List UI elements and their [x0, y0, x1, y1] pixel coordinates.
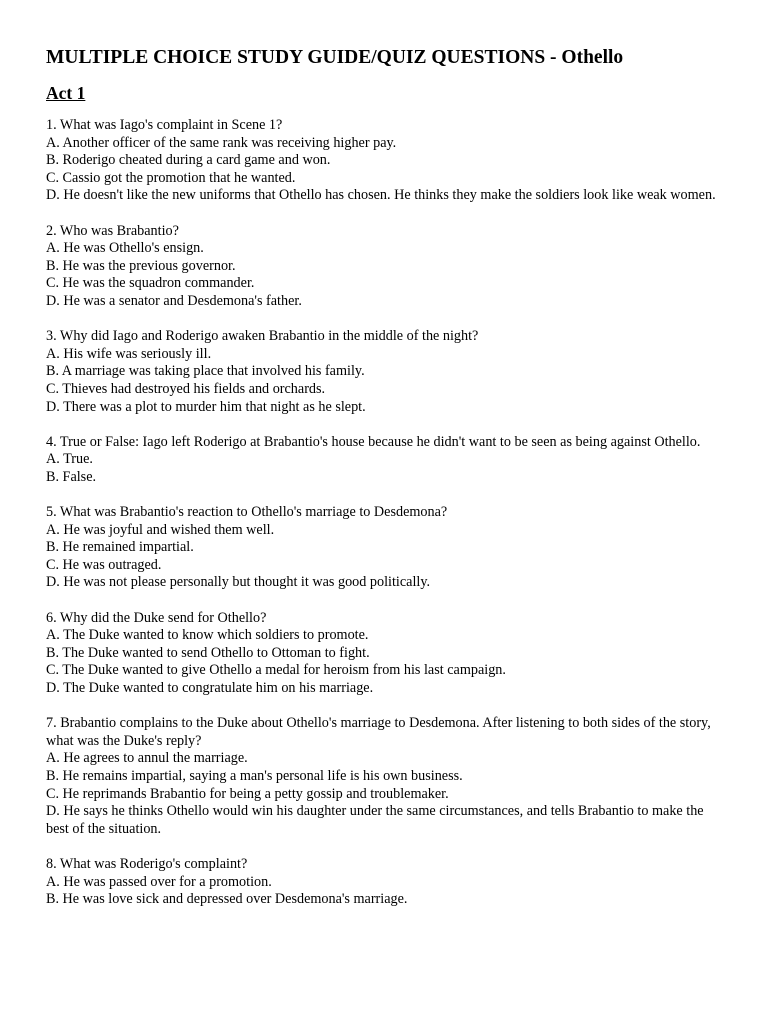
question-block [46, 610, 728, 698]
answer-option: B. He remained impartial. [46, 539, 194, 556]
answer-option: A. He was passed over for a promotion. [46, 873, 272, 890]
question-prompt: 4. True or False: Iago left Roderigo at Brabantio's house because he didn't want to be seen as being against Othello. [46, 433, 701, 450]
question-list [46, 117, 728, 909]
answer-option: C. He was outraged. [46, 556, 162, 573]
answer-option: C. He reprimands Brabantio for being a petty gossip and troublemaker. [46, 785, 449, 802]
question-block [46, 223, 728, 311]
answer-option: D. He says he thinks Othello would win his daughter under the same circumstances, and tells Brabantio to make the best of the situation. [46, 803, 704, 837]
document-title: MULTIPLE CHOICE STUDY GUIDE/QUIZ QUESTIONS - Othello [46, 47, 624, 68]
question-prompt: 2. Who was Brabantio? [46, 222, 179, 239]
answer-option: D. He doesn't like the new uniforms that Othello has chosen. He thinks they make the soldiers look like weak women. [46, 187, 716, 204]
answer-option: B. A marriage was taking place that involved his family. [46, 363, 365, 380]
answer-option: B. He was love sick and depressed over Desdemona's marriage. [46, 891, 408, 908]
answer-option: A. Another officer of the same rank was receiving higher pay. [46, 134, 397, 151]
answer-option: D. There was a plot to murder him that night as he slept. [46, 398, 366, 415]
answer-option: A. His wife was seriously ill. [46, 345, 212, 362]
answer-option: A. He agrees to annul the marriage. [46, 750, 248, 767]
answer-option: B. He remains impartial, saying a man's personal life is his own business. [46, 767, 463, 784]
answer-option: D. He was a senator and Desdemona's father. [46, 292, 302, 309]
question-prompt: 5. What was Brabantio's reaction to Othello's marriage to Desdemona? [46, 504, 448, 521]
question-block [46, 856, 728, 909]
question-prompt: 7. Brabantio complains to the Duke about Othello's marriage to Desdemona. After listening to both sides of the story, what was the Duke's reply? [46, 715, 711, 749]
answer-option: A. He was joyful and wished them well. [46, 521, 275, 538]
question-prompt: 3. Why did Iago and Roderigo awaken Brabantio in the middle of the night? [46, 328, 479, 345]
answer-option: D. The Duke wanted to congratulate him on his marriage. [46, 680, 374, 696]
answer-option: B. Roderigo cheated during a card game and won. [46, 152, 331, 169]
answer-option: A. The Duke wanted to know which soldiers to promote. [46, 627, 369, 644]
question-block [46, 504, 728, 592]
answer-option: B. False. [46, 468, 97, 485]
question-prompt: 8. What was Roderigo's complaint? [46, 855, 248, 872]
answer-option: B. He was the previous governor. [46, 257, 236, 274]
section-heading: Act 1 [46, 83, 86, 103]
question-prompt: 6. Why did the Duke send for Othello? [46, 609, 267, 626]
answer-option: C. Thieves had destroyed his fields and orchards. [46, 380, 326, 397]
question-block [46, 328, 728, 416]
answer-option: A. He was Othello's ensign. [46, 240, 204, 257]
answer-option: A. True. [46, 451, 93, 468]
question-block [46, 434, 728, 487]
question-block [46, 117, 728, 205]
answer-option: C. Cassio got the promotion that he wanted. [46, 169, 296, 186]
answer-option: C. He was the squadron commander. [46, 275, 255, 292]
question-block [46, 715, 728, 838]
answer-option: C. The Duke wanted to give Othello a medal for heroism from his last campaign. [46, 662, 506, 679]
question-prompt: 1. What was Iago's complaint in Scene 1? [46, 117, 283, 133]
answer-option: D. He was not please personally but thought it was good politically. [46, 574, 431, 591]
answer-option: B. The Duke wanted to send Othello to Ottoman to fight. [46, 644, 370, 661]
